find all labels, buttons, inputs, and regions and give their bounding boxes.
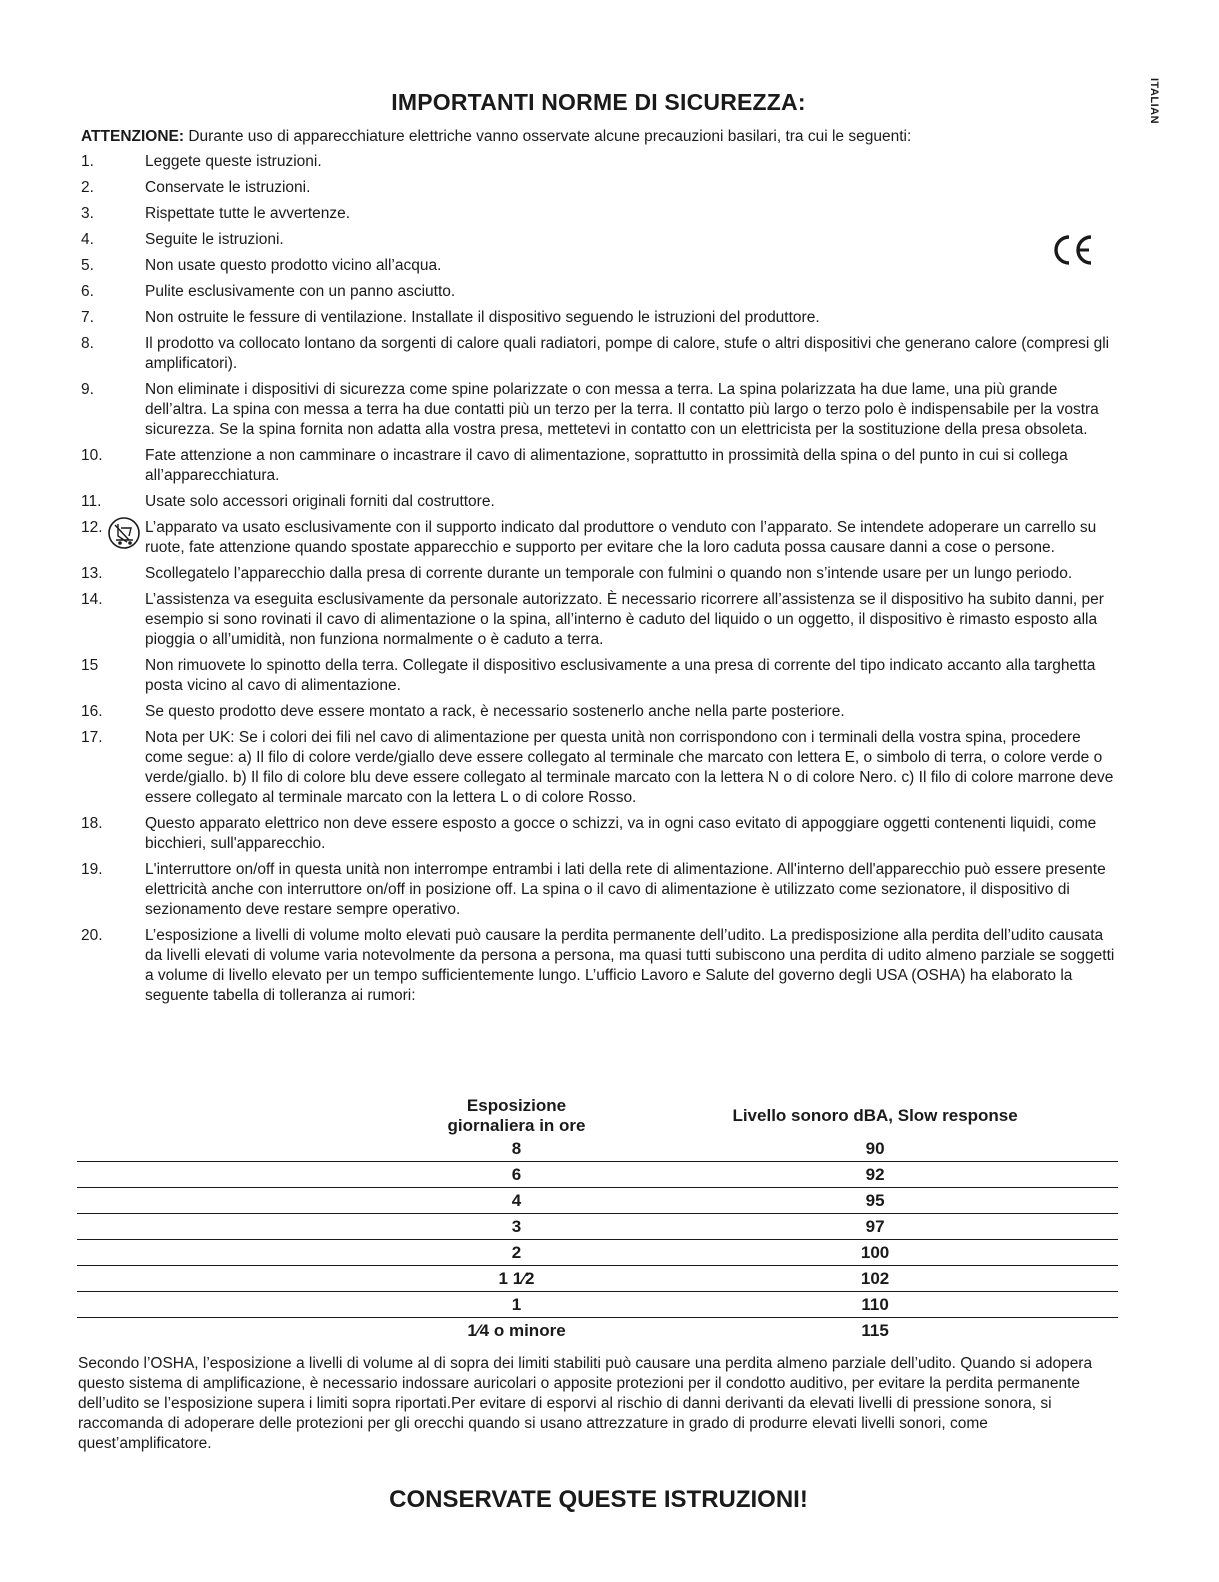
rule-number: 20. — [81, 927, 103, 944]
page-title: IMPORTANTI NORME DI SICUREZZA: — [391, 89, 806, 116]
sound-level: 115 — [861, 1320, 889, 1340]
sound-level: 95 — [632, 1188, 1118, 1214]
rule-text: Non rimuovete lo spinotto della terra. Collegate il dispositivo esclusivamente a una presa di corrente del tipo indicato accanto alla targhetta posta vicino al cavo di alimentazione. — [145, 657, 1096, 694]
rule-text: Leggete queste istruzioni. — [145, 153, 322, 170]
rule-text: L’esposizione a livelli di volume molto elevati può causare la perdita permanente dell’udito. La predisposizione alla perdita dell’udito causata da livelli elevati di volume varia notevolmente da persona a persona, ma quasi tutti subiscono una perdita di udito almeno parziale se soggetti a volume di livello elevato per un tempo sufficientemente lungo. L’ufficio Lavoro e Salute del governo degli USA (OSHA) ha elaborato la seguente tabella di tolleranza ai rumori: — [145, 927, 1115, 1004]
table-spacer — [597, 1266, 632, 1292]
table-row — [77, 1188, 1118, 1214]
rule-number: 9. — [81, 381, 94, 398]
table-spacer — [597, 1096, 632, 1136]
rule-number: 17. — [81, 729, 103, 746]
rule-text: Questo apparato elettrico non deve essere esposto a gocce o schizzi, va in ogni caso evitato di appoggiare oggetti contenenti liquidi, come bicchieri, sull'apparecchio. — [145, 815, 1097, 852]
rule-text: L’apparato va usato esclusivamente con il supporto indicato dal produttore o venduto con l’apparato. Se intendete adoperare un carrello su ruote, fate attenzione quando spostate apparecchio e supporto per evitare che la loro caduta possa causare danni a cose o persone. — [145, 519, 1097, 556]
rule-text: L’assistenza va eseguita esclusivamente da personale autorizzato. È necessario ricorrere all’assistenza se il dispositivo ha subito danni, per esempio si sono rovinati il cavo di alimentazione o la spina, all’interno è caduto del liquido o un oggetto, il dispositivo è rimasto esposto alla pioggia o all’umidità, non funziona normalmente o è caduto a terra. — [145, 591, 1104, 648]
exposure-hours: 2 — [436, 1240, 598, 1266]
exposure-hours: 8 — [436, 1136, 598, 1162]
rule-number: 14. — [81, 591, 103, 608]
table-row — [77, 1136, 1118, 1162]
sound-level: 100 — [632, 1240, 1118, 1266]
table-spacer — [597, 1318, 632, 1344]
rule-item — [81, 446, 1121, 486]
rule-item — [81, 380, 1121, 440]
table-row — [77, 1240, 1118, 1266]
sound-level: 92 — [632, 1162, 1118, 1188]
exposure-hours: 6 — [436, 1162, 598, 1188]
table-spacer — [597, 1188, 632, 1214]
table-spacer — [597, 1136, 632, 1162]
rule-number: 1. — [81, 153, 94, 170]
rule-text: Non usate questo prodotto vicino all’acqua. — [145, 257, 442, 274]
rule-text: Nota per UK: Se i colori dei fili nel cavo di alimentazione per questa unità non corrispondono con i terminali della vostra spina, procedere come segue: a) Il filo di colore verde/giallo deve essere collegato al terminale che marcato con lettera E, o simbolo di terra, o colore verde o verde/giallo. b) Il filo di colore blu deve essere collegato al terminale marcato con la lettera N o di colore Nero. c) Il filo di colore marrone deve essere collegato al terminale marcato con la lettera L o di colore Rosso. — [145, 729, 1114, 806]
rule-item — [81, 204, 1121, 224]
rule-item — [81, 518, 1121, 558]
rule-number: 11. — [81, 493, 102, 510]
table-row — [77, 1214, 1118, 1240]
rule-item — [81, 728, 1121, 808]
rule-number: 10. — [81, 447, 103, 464]
rule-number: 8. — [81, 335, 94, 352]
rule-text: Non eliminate i dispositivi di sicurezza come spine polarizzate o con messa a terra. La spina polarizzata ha due lame, una più grande dell’altra. La spina con messa a terra ha due contatti più un terzo per la terra. Il contatto più largo o terzo polo è indispensabile per la vostra sicurezza. Se la spina fornita non adatta alla vostra presa, mettetevi in contatto con un elettricista per la sostituzione della presa obsoleta. — [145, 381, 1099, 438]
table-spacer — [77, 1162, 436, 1188]
table-spacer — [597, 1214, 632, 1240]
rule-item — [81, 814, 1121, 854]
rule-text: Fate attenzione a non camminare o incastrare il cavo di alimentazione, soprattutto in prossimità della spina o del punto in cui si collega all’apparecchiatura. — [145, 447, 1068, 484]
rule-text: Il prodotto va collocato lontano da sorgenti di calore quali radiatori, pompe di calore, stufe o altri dispositivi che generano calore (compresi gli amplificatori). — [145, 335, 1110, 372]
cart-tip-over-icon — [107, 516, 141, 550]
rule-item — [81, 656, 1121, 696]
rule-number: 13. — [81, 565, 103, 582]
rule-text: Scollegatelo l’apparecchio dalla presa di corrente durante un temporale con fulmini o quando non s’intende usare per un lungo periodo. — [145, 565, 1073, 582]
table-spacer — [597, 1240, 632, 1266]
sound-level: 90 — [632, 1136, 1118, 1162]
table-spacer — [77, 1318, 436, 1344]
rule-number: 4. — [81, 231, 94, 248]
table-row — [77, 1318, 1118, 1344]
table-row — [77, 1266, 1118, 1292]
footer-title: CONSERVATE QUESTE ISTRUZIONI! — [389, 1485, 808, 1513]
safety-rules-list — [81, 152, 1121, 1012]
column-header-level: Livello sonoro dBA, Slow response — [732, 1106, 1018, 1125]
table-spacer — [597, 1162, 632, 1188]
rule-item — [81, 256, 1121, 276]
rule-text: Se questo prodotto deve essere montato a rack, è necessario sostenerlo anche nella parte posteriore. — [145, 703, 845, 720]
table-spacer — [77, 1266, 436, 1292]
rule-item — [81, 702, 1121, 722]
rule-item — [81, 282, 1121, 302]
rule-item — [81, 492, 1121, 512]
rule-item — [81, 926, 1121, 1006]
rule-item — [81, 152, 1121, 172]
table-spacer — [597, 1292, 632, 1318]
rule-text: L'interruttore on/off in questa unità non interrompe entrambi i lati della rete di alimentazione. All'interno dell'apparecchio può essere presente elettricità anche con interruttore on/off in posizione off. La spina o il cavo di alimentazione è utilizzato come sezionatore, il dispositivo di sezionamento deve restare sempre operativo. — [145, 861, 1106, 918]
intro-label: ATTENZIONE: — [81, 128, 185, 145]
rule-text: Seguite le istruzioni. — [145, 231, 284, 248]
closing-paragraph: Secondo l’OSHA, l’esposizione a livelli di volume al di sopra dei limiti stabiliti può causare una perdita almeno parziale dell’udito. Quando si adopera questo sistema di amplificazione, è necessario indossare auricolari o apposite protezioni per il condotto auditivo, per evitare la perdita permanente dell’udito se l’esposizione supera i limiti sopra riportati.Per evitare di esporvi al rischio di danni derivanti da elevati livelli di pressione sonora, si raccomanda di adoperare delle protezioni per gli orecchi quando si usano attrezzature in grado di produrre elevati livelli sonori, come quest’amplificatore. — [78, 1355, 1093, 1452]
rule-item — [81, 178, 1121, 198]
noise-tolerance-table — [77, 1096, 1118, 1343]
exposure-hours: 4 — [436, 1188, 598, 1214]
intro-paragraph — [81, 127, 1121, 147]
rule-number: 12. — [81, 519, 103, 536]
intro-text: Durante uso di apparecchiature elettriche vanno osservate alcune precauzioni basilari, tra cui le seguenti: — [184, 128, 912, 145]
rule-number: 16. — [81, 703, 103, 720]
rule-number: 6. — [81, 283, 94, 300]
sound-level: 102 — [632, 1266, 1118, 1292]
table-spacer — [77, 1292, 436, 1318]
rule-item — [81, 860, 1121, 920]
language-tab: ITALIAN — [1148, 78, 1160, 125]
table-row — [77, 1292, 1118, 1318]
rule-number: 18. — [81, 815, 103, 832]
exposure-hours: 3 — [436, 1214, 598, 1240]
rule-number: 3. — [81, 205, 94, 222]
column-header-exposure: Esposizione giornaliera in ore — [447, 1096, 586, 1135]
table-spacer — [77, 1188, 436, 1214]
exposure-hours: 1 1⁄2 — [436, 1266, 598, 1292]
rule-number: 7. — [81, 309, 94, 326]
table-spacer — [77, 1136, 436, 1162]
rule-number: 15 — [81, 657, 99, 674]
rule-text: Non ostruite le fessure di ventilazione. Installate il dispositivo seguendo le istruzioni del produttore. — [145, 309, 820, 326]
rule-item — [81, 334, 1121, 374]
rule-text: Usate solo accessori originali forniti dal costruttore. — [145, 493, 495, 510]
sound-level: 110 — [632, 1292, 1118, 1318]
rule-number: 19. — [81, 861, 103, 878]
rule-item — [81, 564, 1121, 584]
table-row — [77, 1162, 1118, 1188]
table-spacer — [77, 1214, 436, 1240]
rule-text: Rispettate tutte le avvertenze. — [145, 205, 351, 222]
table-spacer — [77, 1096, 436, 1136]
table-spacer — [77, 1240, 436, 1266]
exposure-hours: 1 — [436, 1292, 598, 1318]
exposure-hours: 1⁄4 o minore — [467, 1320, 566, 1340]
rule-text: Pulite esclusivamente con un panno asciutto. — [145, 283, 456, 300]
rule-text: Conservate le istruzioni. — [145, 179, 311, 196]
table-header-row — [77, 1096, 1118, 1136]
rule-item — [81, 590, 1121, 650]
rule-number: 2. — [81, 179, 94, 196]
rule-item — [81, 230, 1121, 250]
rule-item — [81, 308, 1121, 328]
sound-level: 97 — [632, 1214, 1118, 1240]
rule-number: 5. — [81, 257, 94, 274]
